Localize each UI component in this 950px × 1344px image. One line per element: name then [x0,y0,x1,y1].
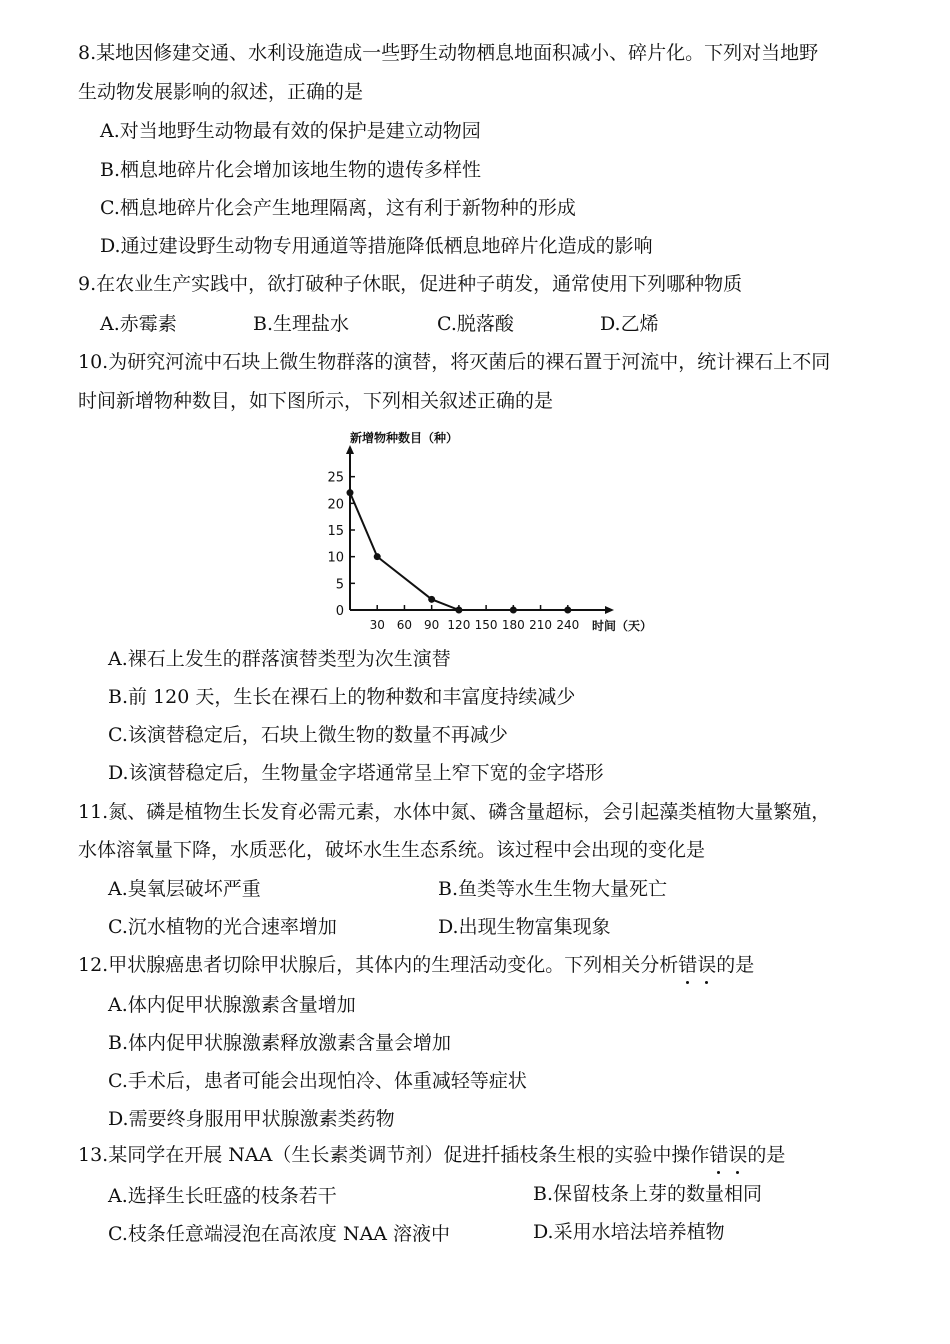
q11-option-c: C.沉水植物的光合速率增加 [108,916,337,938]
q13-stem-emphasis-2: 误 [728,1144,748,1166]
q12-stem-end: 的是 [716,954,755,976]
chart-title: 新增物种数目（种） [350,431,459,445]
q8-option-c: C.栖息地碎片化会产生地理隔离，这有利于新物种的形成 [100,197,576,219]
q8-option-b: B.栖息地碎片化会增加该地生物的遗传多样性 [100,159,482,181]
q11-stem-line1: 11.氮、磷是植物生长发育必需元素，水体中氮、磷含量超标，会引起藻类植物大量繁殖， [78,801,831,823]
q13-stem-main: 13.某同学在开展 NAA（生长素类调节剂）促进扦插枝条生根的实验中操作 [78,1144,710,1166]
q13-stem-emphasis-1: 错 [709,1144,729,1166]
data-point [347,489,354,496]
x-tick-label: 210 [529,618,553,632]
y-axis-arrow [346,445,354,454]
y-tick-label: 25 [327,470,344,486]
data-point [564,607,571,614]
y-tick-label: 20 [327,497,344,513]
q12-stem [78,952,754,978]
q13-option-a: A.选择生长旺盛的枝条若干 [108,1185,337,1207]
q10-option-c: C.该演替稳定后，石块上微生物的数量不再减少 [108,724,508,746]
q12-stem-emphasis-1: 错 [678,954,698,976]
series-line [350,493,459,610]
q12-stem-emphasis-2: 误 [697,954,717,976]
q13-option-b: B.保留枝条上芽的数量相同 [533,1183,763,1205]
q12-option-a: A.体内促甲状腺激素含量增加 [108,994,356,1016]
q10-stem-line2: 时间新增物种数目，如下图所示，下列相关叙述正确的是 [78,390,554,412]
data-point [374,553,381,560]
y-tick-label: 15 [327,524,344,539]
q12-stem-main: 12.甲状腺癌患者切除甲状腺后，其体内的生理活动变化。下列相关分析 [78,954,679,976]
q11-option-b: B.鱼类等水生生物大量死亡 [438,878,668,900]
x-tick-label: 180 [501,618,525,632]
q8-option-a: A.对当地野生动物最有效的保护是建立动物园 [100,120,481,142]
species-line-chart [320,422,660,640]
q13-option-c: C.枝条任意端浸泡在高浓度 NAA 溶液中 [108,1223,451,1245]
q10-option-d: D.该演替稳定后，生物量金字塔通常呈上窄下宽的金字塔形 [108,762,604,784]
q12-option-c: C.手术后，患者可能会出现怕冷、体重减轻等症状 [108,1070,527,1092]
q13-stem [78,1142,785,1168]
q11-stem-line2: 水体溶氧量下降，水质恶化，破坏水生生态系统。该过程中会出现的变化是 [78,839,706,861]
q9-option-d: D.乙烯 [600,313,659,335]
chart-xlabel: 时间（天） [592,619,653,633]
q9-option-b: B.生理盐水 [253,313,350,335]
q8-option-d: D.通过建设野生动物专用通道等措施降低栖息地碎片化造成的影响 [100,235,653,257]
y-tick-label: 0 [335,604,344,619]
q8-stem-line2: 生动物发展影响的叙述，正确的是 [78,81,364,103]
x-tick-label: 240 [556,618,580,632]
q11-option-a: A.臭氧层破坏严重 [108,878,261,900]
q8-stem-line1: 8.某地因修建交通、水利设施造成一些野生动物栖息地面积减小、碎片化。下列对当地野 [78,42,819,64]
x-tick-label: 30 [369,618,385,632]
q10-option-b: B.前 120 天，生长在裸石上的物种数和丰富度持续减少 [108,686,576,708]
q12-option-d: D.需要终身服用甲状腺激素类药物 [108,1108,395,1130]
x-axis-arrow [605,606,614,614]
q9-option-a: A.赤霉素 [100,313,177,335]
x-tick-label: 120 [447,618,471,632]
q11-option-d: D.出现生物富集现象 [438,916,611,938]
q10-stem-line1: 10.为研究河流中石块上微生物群落的演替，将灭菌后的裸石置于河流中，统计裸石上不同 [78,351,831,373]
q9-option-c: C.脱落酸 [437,313,514,335]
x-tick-label: 150 [474,618,498,632]
q12-option-b: B.体内促甲状腺激素释放激素含量会增加 [108,1032,452,1054]
data-point [510,607,517,614]
q9-stem: 9.在农业生产实践中，欲打破种子休眠，促进种子萌发，通常使用下列哪种物质 [78,273,743,295]
data-point [428,596,435,603]
data-point [455,607,462,614]
q13-stem-end: 的是 [747,1144,786,1166]
x-tick-label: 60 [396,618,413,632]
x-tick-label: 90 [424,618,440,632]
y-tick-label: 10 [327,550,344,566]
q10-option-a: A.裸石上发生的群落演替类型为次生演替 [108,648,451,670]
y-tick-label: 5 [335,577,344,593]
q13-option-d: D.采用水培法培养植物 [533,1221,725,1243]
